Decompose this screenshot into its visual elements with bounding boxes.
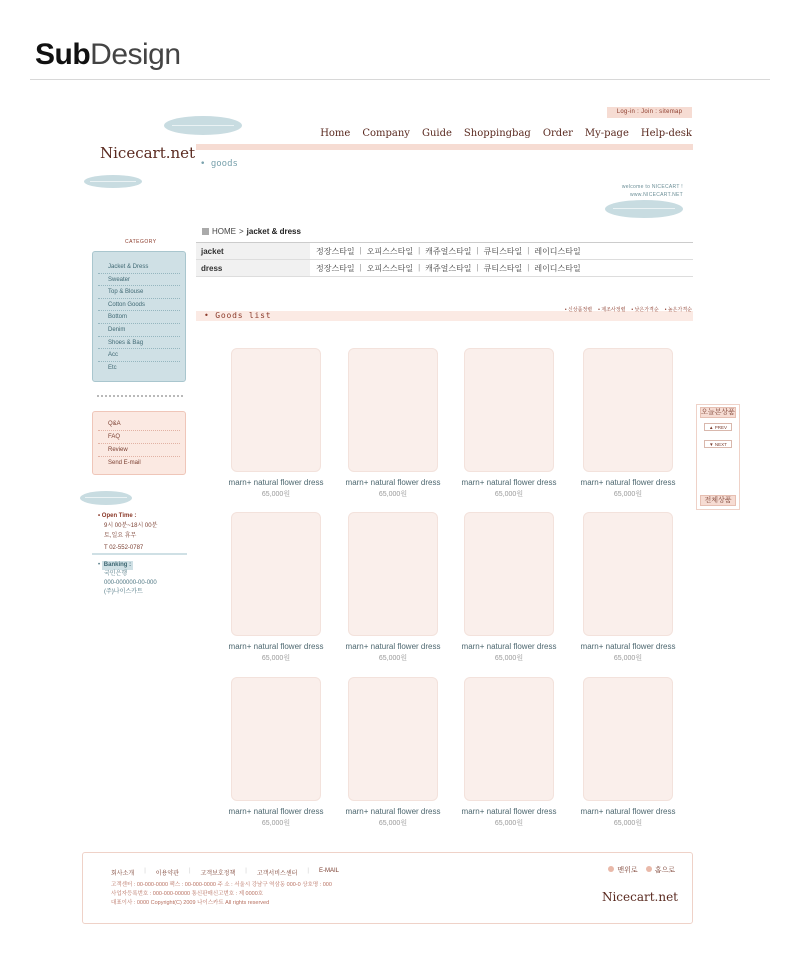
- nav-guide[interactable]: Guide: [421, 128, 452, 139]
- product-card[interactable]: [221, 348, 331, 499]
- product-name[interactable]: marn+ natural flower dress: [580, 478, 676, 487]
- open-time-info: [98, 511, 157, 553]
- category-item-cotton-goods[interactable]: Cotton Goods: [98, 299, 180, 312]
- category-item-jacket-dress[interactable]: Jacket & Dress: [98, 261, 180, 274]
- open-time-hours: 9시 00분~18시 00분: [104, 523, 158, 529]
- product-price: 65,000원: [613, 491, 643, 498]
- banking-title: Banking :: [103, 562, 132, 568]
- category-menu: [92, 251, 186, 382]
- footer-link-terms[interactable]: 이용약관: [155, 871, 179, 877]
- footer-link-privacy[interactable]: 고객보호정책: [200, 871, 236, 877]
- product-price: 65,000원: [261, 655, 291, 662]
- separator: |: [188, 868, 191, 874]
- category-item-shoes-bag[interactable]: Shoes & Bag: [98, 337, 180, 350]
- all-products-button[interactable]: 전체상품: [700, 495, 736, 506]
- banking-info: [98, 561, 157, 597]
- welcome-line: welcome to NICECART !: [621, 184, 683, 190]
- top-links[interactable]: Log-in : Join : sitemap: [607, 107, 692, 118]
- separator: |: [144, 868, 146, 874]
- product-image[interactable]: [231, 677, 321, 801]
- product-name[interactable]: marn+ natural flower dress: [228, 478, 324, 487]
- product-name[interactable]: marn+ natural flower dress: [580, 807, 676, 816]
- product-image[interactable]: [583, 512, 673, 636]
- cloud-decoration: [80, 491, 132, 505]
- separator: |: [476, 262, 479, 272]
- today-viewed-panel: [696, 404, 740, 510]
- nav-company[interactable]: Company: [362, 128, 410, 139]
- footer-info-line: 사업자등록번호 : 000-000-00000 통신판매신고번호 : 제 0000호: [111, 891, 264, 897]
- page-title-normal: Design: [90, 38, 181, 71]
- separator: |: [418, 245, 421, 255]
- product-name[interactable]: marn+ natural flower dress: [461, 807, 557, 816]
- subcategory-link[interactable]: 캐쥬얼스타일: [425, 263, 472, 273]
- subcategory-links: [310, 263, 581, 274]
- welcome-site: www.NICECART.NET: [629, 192, 683, 198]
- product-name[interactable]: marn+ natural flower dress: [345, 807, 441, 816]
- breadcrumb-current: jacket & dress: [246, 227, 301, 236]
- product-name[interactable]: marn+ natural flower dress: [228, 807, 324, 816]
- next-button[interactable]: ▼ NEXT: [704, 440, 732, 448]
- sort-price-high[interactable]: • 높은가격순: [664, 307, 692, 313]
- sidebar-rule: [92, 553, 187, 555]
- prev-button[interactable]: ▲ PREV: [704, 423, 732, 431]
- subcategory-link[interactable]: 정장스타일: [316, 246, 355, 256]
- footer-link-email[interactable]: E-MAIL: [318, 868, 339, 874]
- footer-info-line: 고객센터 : 00-000-0000 팩스 : 00-000-0000 주 소 : 서울시 강남구 역삼동 000-0 상호명 : 000: [111, 882, 332, 888]
- footer-copyright: 대표이사 : 0000 Copyright(C) 2009 나이스카트 All rights reserved: [111, 900, 270, 906]
- open-time-holiday: 토,일요 휴무: [104, 533, 137, 539]
- product-card[interactable]: [454, 677, 564, 828]
- product-price: 65,000원: [261, 491, 291, 498]
- cloud-decoration: [164, 116, 242, 135]
- subcategory-link[interactable]: 오피스스타일: [366, 263, 414, 273]
- home-icon: [202, 228, 209, 235]
- product-image[interactable]: [231, 348, 321, 472]
- subcategory-link[interactable]: 레이디스타일: [534, 263, 581, 273]
- product-name[interactable]: marn+ natural flower dress: [345, 478, 441, 487]
- main-nav: [320, 128, 692, 139]
- subcategory-table: [196, 242, 693, 277]
- product-price: 65,000원: [378, 655, 408, 662]
- sort-maker[interactable]: • 제조사정렬: [598, 307, 626, 313]
- dot-icon: [646, 866, 652, 872]
- subcategory-row-dress: [196, 260, 693, 277]
- category-heading: CATEGORY: [125, 239, 157, 245]
- product-name[interactable]: marn+ natural flower dress: [580, 642, 676, 651]
- go-home-label: 홈으로: [654, 867, 675, 874]
- subcategory-link[interactable]: 오피스스타일: [366, 246, 414, 256]
- page-title: [35, 38, 181, 72]
- help-item-qna[interactable]: Q&A: [98, 418, 180, 431]
- welcome-text: [622, 183, 683, 199]
- footer-links: [111, 868, 339, 877]
- footer: [82, 852, 693, 924]
- product-name[interactable]: marn+ natural flower dress: [228, 642, 324, 651]
- goods-list-title: • Goods list: [204, 311, 272, 320]
- subcategory-links: [310, 246, 581, 257]
- bank-holder: (주)나이스카트: [104, 589, 143, 595]
- product-card[interactable]: [338, 677, 448, 828]
- subcategory-link[interactable]: 큐티스타일: [483, 263, 523, 273]
- phone-number: T 02-552-0787: [104, 545, 144, 551]
- product-image[interactable]: [348, 348, 438, 472]
- product-price: 65,000원: [494, 820, 524, 827]
- help-item-faq[interactable]: FAQ: [98, 431, 180, 444]
- subcategory-link[interactable]: 큐티스타일: [483, 246, 523, 256]
- product-card[interactable]: [573, 348, 683, 499]
- subcategory-link[interactable]: 레이디스타일: [534, 246, 581, 256]
- breadcrumb: [202, 227, 301, 236]
- go-top-label: 맨위로: [617, 867, 638, 874]
- separator: |: [476, 245, 479, 255]
- sort-options: [565, 306, 692, 313]
- product-name[interactable]: marn+ natural flower dress: [461, 478, 557, 487]
- product-price: 65,000원: [494, 491, 524, 498]
- product-image[interactable]: [231, 512, 321, 636]
- banking-title-row: • Banking :: [98, 562, 132, 568]
- product-price: 65,000원: [613, 655, 643, 662]
- cloud-decoration: [605, 200, 683, 218]
- section-label: • goods: [200, 159, 238, 169]
- product-price: 65,000원: [261, 820, 291, 827]
- product-card[interactable]: [573, 512, 683, 663]
- separator: |: [307, 868, 309, 874]
- product-price: 65,000원: [378, 820, 408, 827]
- nav-shoppingbag[interactable]: Shoppingbag: [463, 128, 531, 139]
- product-card[interactable]: [454, 512, 564, 663]
- sidebar-divider: [97, 395, 183, 397]
- nav-help-desk[interactable]: Help-desk: [640, 128, 692, 139]
- category-item-top-blouse[interactable]: Top & Blouse: [98, 286, 180, 299]
- product-card[interactable]: [221, 512, 331, 663]
- category-item-etc[interactable]: Etc: [108, 364, 117, 371]
- product-image[interactable]: [348, 512, 438, 636]
- nav-home[interactable]: Home: [320, 128, 351, 139]
- subcategory-link[interactable]: 정장스타일: [316, 263, 355, 273]
- product-price: 65,000원: [378, 491, 408, 498]
- product-image[interactable]: [583, 348, 673, 472]
- product-name[interactable]: marn+ natural flower dress: [461, 642, 557, 651]
- footer-link-service[interactable]: 고객서비스센터: [256, 871, 298, 877]
- product-image[interactable]: [583, 677, 673, 801]
- category-item-acc[interactable]: Acc: [98, 349, 180, 362]
- open-time-heading: Open Time :: [101, 513, 137, 519]
- nav-order[interactable]: Order: [542, 128, 573, 139]
- sort-price-low[interactable]: • 낮은가격순: [631, 307, 659, 313]
- product-card[interactable]: [221, 677, 331, 828]
- help-item-review[interactable]: Review: [98, 444, 180, 457]
- product-card[interactable]: [573, 677, 683, 828]
- product-name[interactable]: marn+ natural flower dress: [345, 642, 441, 651]
- subcategory-key: jacket: [196, 243, 310, 259]
- cloud-decoration: [84, 175, 142, 188]
- nav-my-page[interactable]: My-page: [584, 128, 629, 139]
- product-image[interactable]: [464, 512, 554, 636]
- category-item-bottom[interactable]: Bottom: [98, 311, 180, 324]
- footer-logo: Nicecart.net: [601, 890, 678, 904]
- open-time-title: • Open Time :: [98, 513, 137, 519]
- product-price: 65,000원: [613, 820, 643, 827]
- help-item-send-email[interactable]: Send E-mail: [108, 460, 141, 466]
- bank-account: 000-000000-00-000: [104, 580, 157, 586]
- product-image[interactable]: [348, 677, 438, 801]
- footer-link-company[interactable]: 회사소개: [111, 871, 135, 877]
- product-price: 65,000원: [494, 655, 524, 662]
- product-card[interactable]: [338, 512, 448, 663]
- subcategory-key: dress: [196, 260, 310, 276]
- category-item-denim[interactable]: Denim: [98, 324, 180, 337]
- product-card[interactable]: [338, 348, 448, 499]
- separator: |: [245, 868, 247, 874]
- subcategory-row-jacket: [196, 243, 693, 260]
- sort-new[interactable]: • 신상품정렬: [564, 307, 593, 313]
- product-image[interactable]: [464, 677, 554, 801]
- separator: |: [359, 245, 362, 255]
- go-home-link[interactable]: [646, 865, 675, 875]
- separator: |: [527, 262, 530, 272]
- footer-company-info: [111, 881, 332, 908]
- separator: |: [418, 262, 421, 272]
- product-card[interactable]: [454, 348, 564, 499]
- dot-icon: [608, 866, 614, 872]
- breadcrumb-arrow-icon: >: [239, 227, 244, 236]
- site-logo[interactable]: Nicecart.net: [100, 144, 196, 162]
- separator: |: [359, 262, 362, 272]
- subcategory-link[interactable]: 캐쥬얼스타일: [425, 246, 472, 256]
- breadcrumb-home[interactable]: HOME: [212, 227, 236, 236]
- go-top-link[interactable]: [608, 865, 637, 875]
- today-viewed-title: 오늘본상품: [701, 409, 735, 416]
- footer-mini-links: [608, 865, 675, 875]
- category-item-sweater[interactable]: Sweater: [98, 274, 180, 287]
- separator: |: [527, 245, 530, 255]
- nav-underline-bar: [196, 144, 693, 150]
- page-title-bold: Sub: [35, 38, 91, 71]
- title-divider: [30, 79, 770, 80]
- help-menu: [92, 411, 186, 475]
- product-image[interactable]: [464, 348, 554, 472]
- bank-name: 국민은행: [104, 571, 128, 577]
